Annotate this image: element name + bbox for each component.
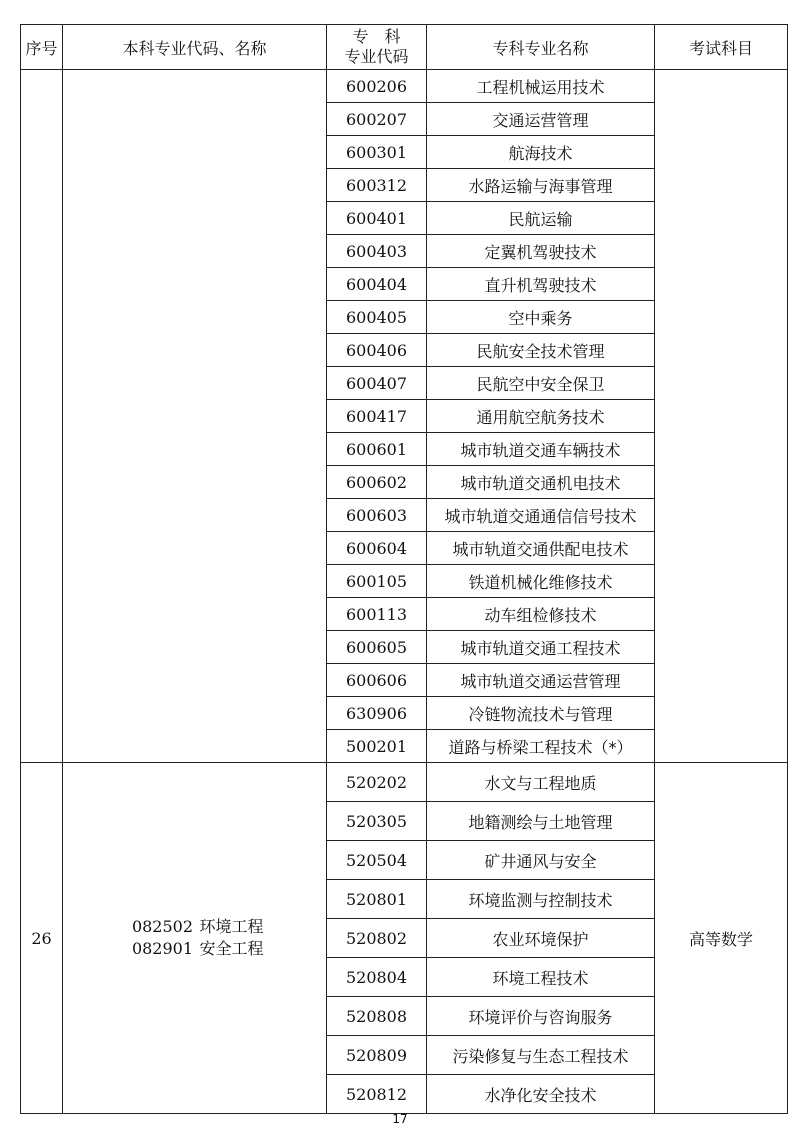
zk-code-cell: 520202 bbox=[327, 763, 427, 802]
zk-code-cell: 520812 bbox=[327, 1075, 427, 1114]
zk-code-cell: 600417 bbox=[327, 400, 427, 433]
table-row bbox=[21, 70, 788, 103]
zk-code-cell: 600401 bbox=[327, 202, 427, 235]
zk-name-cell: 城市轨道交通车辆技术 bbox=[427, 433, 655, 466]
zk-name-cell: 铁道机械化维修技术 bbox=[427, 565, 655, 598]
zk-code-cell: 520305 bbox=[327, 802, 427, 841]
zk-code-cell: 600105 bbox=[327, 565, 427, 598]
zk-name-cell: 空中乘务 bbox=[427, 301, 655, 334]
group2-seq-cell: 26 bbox=[21, 763, 63, 1114]
zk-code-cell: 600404 bbox=[327, 268, 427, 301]
group1-bachelor-cell bbox=[63, 70, 327, 763]
zk-code-cell: 600407 bbox=[327, 367, 427, 400]
bachelor-major bbox=[63, 916, 326, 938]
zk-code-cell: 600405 bbox=[327, 301, 427, 334]
zk-code-cell: 600603 bbox=[327, 499, 427, 532]
major-table bbox=[20, 24, 788, 1114]
zk-code-cell: 520802 bbox=[327, 919, 427, 958]
zk-name-cell: 民航运输 bbox=[427, 202, 655, 235]
zk-code-cell: 520808 bbox=[327, 997, 427, 1036]
zk-name-cell: 水文与工程地质 bbox=[427, 763, 655, 802]
zk-code-cell: 600601 bbox=[327, 433, 427, 466]
zk-name-cell: 城市轨道交通机电技术 bbox=[427, 466, 655, 499]
header-subject: 考试科目 bbox=[655, 25, 788, 70]
zk-name-cell: 地籍测绘与土地管理 bbox=[427, 802, 655, 841]
group1-subject-cell bbox=[655, 70, 788, 763]
table-row bbox=[21, 763, 788, 802]
header-zk-name: 专科专业名称 bbox=[427, 25, 655, 70]
zk-name-cell: 污染修复与生态工程技术 bbox=[427, 1036, 655, 1075]
zk-name-cell: 定翼机驾驶技术 bbox=[427, 235, 655, 268]
zk-name-cell: 通用航空航务技术 bbox=[427, 400, 655, 433]
zk-code-cell: 630906 bbox=[327, 697, 427, 730]
zk-code-cell: 520804 bbox=[327, 958, 427, 997]
bachelor-code: 082901 bbox=[131, 939, 194, 958]
zk-code-cell: 520801 bbox=[327, 880, 427, 919]
zk-name-cell: 城市轨道交通工程技术 bbox=[427, 631, 655, 664]
zk-code-cell: 600207 bbox=[327, 103, 427, 136]
group2-bachelor-cell bbox=[63, 763, 327, 1114]
zk-name-cell: 城市轨道交通运营管理 bbox=[427, 664, 655, 697]
zk-code-cell: 520504 bbox=[327, 841, 427, 880]
zk-name-cell: 交通运营管理 bbox=[427, 103, 655, 136]
bachelor-name: 环境工程 bbox=[199, 917, 264, 936]
group1-seq-cell bbox=[21, 70, 63, 763]
zk-name-cell: 工程机械运用技术 bbox=[427, 70, 655, 103]
header-bachelor: 本科专业代码、名称 bbox=[63, 25, 327, 70]
zk-name-cell: 城市轨道交通供配电技术 bbox=[427, 532, 655, 565]
zk-name-cell: 道路与桥梁工程技术（*） bbox=[427, 730, 655, 763]
zk-name-cell: 环境监测与控制技术 bbox=[427, 880, 655, 919]
zk-name-cell: 民航空中安全保卫 bbox=[427, 367, 655, 400]
header-seq: 序号 bbox=[21, 25, 63, 70]
group1-body bbox=[21, 70, 788, 763]
zk-name-cell: 航海技术 bbox=[427, 136, 655, 169]
zk-name-cell: 城市轨道交通通信信号技术 bbox=[427, 499, 655, 532]
zk-name-cell: 环境工程技术 bbox=[427, 958, 655, 997]
zk-code-cell: 520809 bbox=[327, 1036, 427, 1075]
page-number: 17 bbox=[392, 1112, 408, 1126]
zk-code-cell: 600206 bbox=[327, 70, 427, 103]
bachelor-major bbox=[63, 938, 326, 960]
zk-name-cell: 水净化安全技术 bbox=[427, 1075, 655, 1114]
zk-name-cell: 民航安全技术管理 bbox=[427, 334, 655, 367]
group2-subject-cell: 高等数学 bbox=[655, 763, 788, 1114]
zk-code-cell: 600301 bbox=[327, 136, 427, 169]
zk-code-cell: 600605 bbox=[327, 631, 427, 664]
zk-name-cell: 环境评价与咨询服务 bbox=[427, 997, 655, 1036]
zk-name-cell: 矿井通风与安全 bbox=[427, 841, 655, 880]
header-zk-code bbox=[327, 25, 427, 70]
zk-name-cell: 农业环境保护 bbox=[427, 919, 655, 958]
header-zk-code-line1: 专 科 bbox=[352, 27, 401, 46]
zk-name-cell: 直升机驾驶技术 bbox=[427, 268, 655, 301]
zk-code-cell: 600113 bbox=[327, 598, 427, 631]
bachelor-name: 安全工程 bbox=[199, 939, 264, 958]
zk-name-cell: 动车组检修技术 bbox=[427, 598, 655, 631]
zk-code-cell: 600602 bbox=[327, 466, 427, 499]
zk-code-cell: 500201 bbox=[327, 730, 427, 763]
zk-name-cell: 冷链物流技术与管理 bbox=[427, 697, 655, 730]
zk-code-cell: 600604 bbox=[327, 532, 427, 565]
zk-code-cell: 600606 bbox=[327, 664, 427, 697]
zk-code-cell: 600312 bbox=[327, 169, 427, 202]
zk-code-cell: 600406 bbox=[327, 334, 427, 367]
group2-body bbox=[21, 763, 788, 1114]
zk-code-cell: 600403 bbox=[327, 235, 427, 268]
header-zk-code-line2: 专业代码 bbox=[344, 47, 409, 66]
zk-name-cell: 水路运输与海事管理 bbox=[427, 169, 655, 202]
bachelor-code: 082502 bbox=[131, 917, 194, 936]
